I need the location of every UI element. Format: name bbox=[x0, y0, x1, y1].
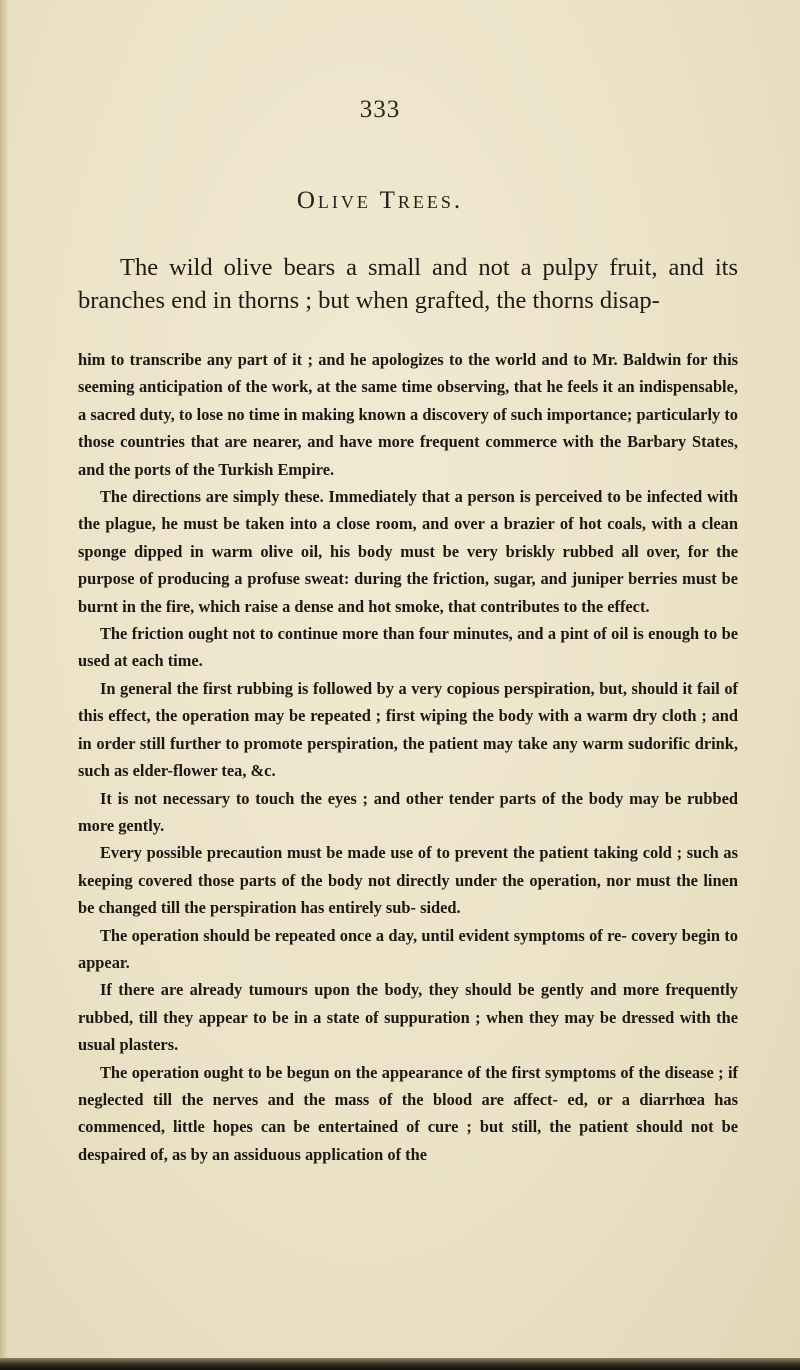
paragraph-continued: him to transcribe any part of it ; and he apologizes to the world and to Mr. Baldwin for this seeming anticipation of the work, at the same time observing, that he feels it an indispensable, a sacred duty, to lose no time in making known a discovery of such importance; particularly to those countries that are nearer, and have more frequent commerce with the Barbary States, and the ports of the Turkish Empire. bbox=[78, 350, 738, 479]
intro-paragraph: The wild olive bears a small and not a pulpy fruit, and its branches end in thorns ; but when grafted, the thorns disap- bbox=[78, 254, 738, 314]
scan-bottom-edge bbox=[0, 1358, 800, 1370]
page-number: 333 bbox=[359, 96, 401, 123]
paragraph: Every possible precaution must be made use of to prevent the patient taking cold ; such as keeping covered those parts of the body not directly under the operation, nor must the linen be changed till the perspiration has entirely sub- sided. bbox=[78, 843, 738, 918]
footnote-text-block bbox=[78, 346, 738, 1168]
chapter-title: Olive Trees. bbox=[296, 187, 464, 214]
paragraph: It is not necessary to touch the eyes ; and other tender parts of the body may be rubbed more gently. bbox=[78, 788, 738, 835]
paragraph: The directions are simply these. Immediately that a person is perceived to be infected with the plague, he must be taken into a close room, and over a brazier of hot coals, with a clean sponge dipped in warm olive oil, his body must be very briskly rubbed all over, for the purpose of producing a profuse sweat: during the friction, sugar, and juniper berries must be burnt in the fire, which raise a dense and hot smoke, that contributes to the effect. bbox=[78, 487, 738, 616]
paragraph: The friction ought not to continue more than four minutes, and a pint of oil is enough to be used at each time. bbox=[78, 624, 738, 671]
paragraph: If there are already tumours upon the body, they should be gently and more frequently rubbed, till they appear to be in a state of suppuration ; when they may be dressed with the usual plasters. bbox=[78, 980, 738, 1055]
paragraph: The operation ought to be begun on the appearance of the first symptoms of the disease ; if neglected till the nerves and the mass of the blood are affect- ed, or a diarrhœa has commenced, little hopes can be entertained of cure ; but still, the patient should not be despaired of, as by an assiduous application of the bbox=[78, 1062, 738, 1164]
paragraph: The operation should be repeated once a day, until evident symptoms of re- covery begin to appear. bbox=[78, 925, 738, 972]
intro-paragraph-block bbox=[78, 251, 738, 317]
paragraph: In general the first rubbing is followed by a very copious perspiration, but, should it fail of this effect, the operation may be repeated ; first wiping the body with a warm dry cloth ; and in order still further to promote perspiration, the patient may take any warm sudorific drink, such as elder-flower tea, &c. bbox=[78, 678, 738, 781]
